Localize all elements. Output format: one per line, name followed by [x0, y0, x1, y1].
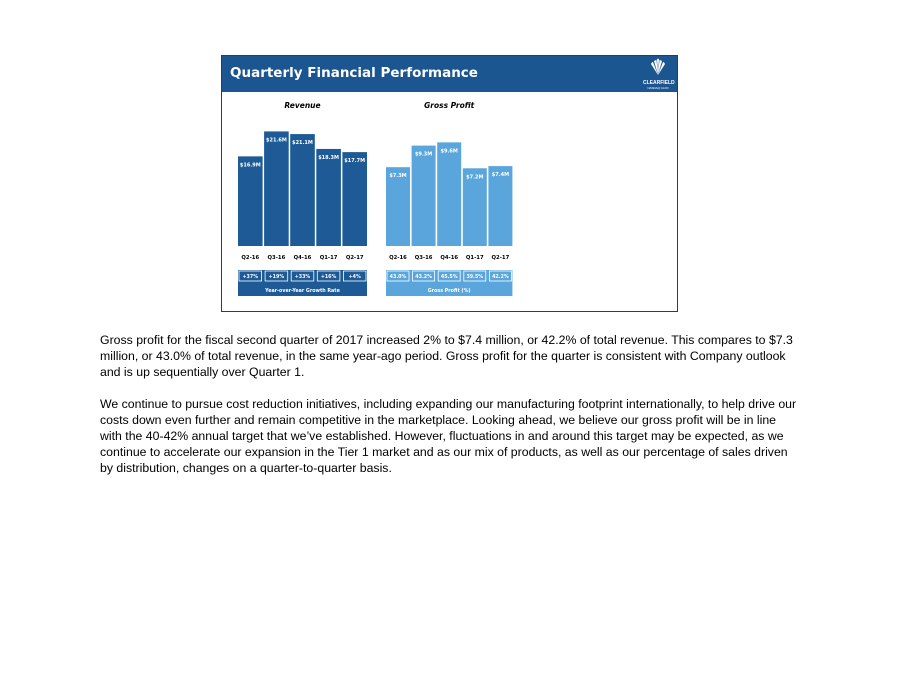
gross-profit-category-label: Q4-16: [440, 255, 459, 261]
gross-profit-category-label: Q1-17: [465, 255, 484, 261]
revenue-sub-value: +19%: [268, 275, 285, 280]
gross-profit-sub-value: 42.2%: [492, 275, 509, 280]
slide-title: Quarterly Financial Performance: [230, 65, 478, 81]
revenue-data-label: $17.7M: [344, 158, 366, 165]
revenue-data-label: $16.9M: [239, 162, 261, 169]
revenue-sub-value: +16%: [320, 275, 337, 280]
revenue-category-label: Q3-16: [267, 255, 286, 261]
gross-profit-sub-value: 43.0%: [389, 275, 407, 280]
gross-profit-category-label: Q3-16: [414, 255, 433, 261]
revenue-bar: [264, 131, 289, 246]
revenue-category-label: Q1-17: [319, 255, 338, 261]
charts-area: [222, 56, 677, 311]
gross-profit-category-label: Q2-17: [491, 255, 510, 261]
gross-profit-bar: [437, 142, 461, 246]
revenue-chart-title: Revenue: [284, 101, 321, 110]
revenue-data-label: $21.6M: [266, 137, 287, 144]
revenue-bar: [238, 156, 263, 246]
logo-subtext: NASDAQ:CLFD: [647, 86, 669, 90]
gross-profit-chart-title: Gross Profit: [424, 101, 475, 110]
revenue-data-label: $21.1M: [292, 140, 313, 147]
revenue-bar: [290, 134, 315, 246]
revenue-sub-value: +4%: [348, 275, 361, 280]
revenue-category-label: Q4-16: [293, 255, 312, 261]
gross-profit-data-label: $7.4M: [491, 172, 510, 179]
paragraph-gross-profit: Gross profit for the fiscal second quarter of 2017 increased 2% to $7.4 million, or 42.2% of total revenue. This compares to $7.3 million, or 43.0% of total revenue, in the same year-ago period. Gross profit for the quarter is consistent with Company outlook and is up sequentially over Quarter 1.: [100, 333, 793, 380]
paragraph-outlook: We continue to pursue cost reduction initiatives, including expanding our manufacturing footprint internationally, to help drive our costs down even further and remain competitive in the marketplace. Looking ahead, we believe our gross profit will be in line with the 40-42% annual target that we’ve established. However, fluctuations in and around this target may be expected, as we continue to accelerate our expansion in the Tier 1 market and as our mix of products, as well as our percentage of sales driven by distribution, changes on a quarter-to-quarter basis.: [100, 396, 797, 476]
revenue-sub-value: +37%: [242, 275, 259, 280]
gross-profit-bar: [412, 146, 436, 246]
revenue-category-label: Q2-16: [241, 255, 260, 261]
gross-profit-sub-value: 45.5%: [440, 275, 458, 280]
revenue-category-label: Q2-17: [345, 255, 364, 261]
gross-profit-data-label: $9.6M: [440, 148, 458, 155]
logo-text: CLEARFIELD: [643, 80, 675, 86]
revenue-bar: [316, 149, 341, 246]
gross-profit-data-label: $9.3M: [414, 151, 433, 158]
body-text: [100, 332, 800, 492]
gross-profit-data-label: $7.3M: [389, 173, 407, 180]
revenue-sub-value: +33%: [294, 275, 311, 280]
gross-profit-sub-value: 39.5%: [466, 275, 484, 280]
revenue-sub-label: Year-over-Year Growth Rate: [265, 289, 340, 294]
gross-profit-sub-label: Gross Profit (%): [427, 289, 471, 294]
gross-profit-category-label: Q2-16: [389, 255, 407, 261]
gross-profit-sub-value: 43.2%: [415, 275, 432, 280]
revenue-bar: [342, 152, 367, 246]
gross-profit-data-label: $7.2M: [466, 174, 484, 181]
slide-panel: [221, 55, 678, 312]
revenue-data-label: $18.3M: [318, 154, 339, 161]
